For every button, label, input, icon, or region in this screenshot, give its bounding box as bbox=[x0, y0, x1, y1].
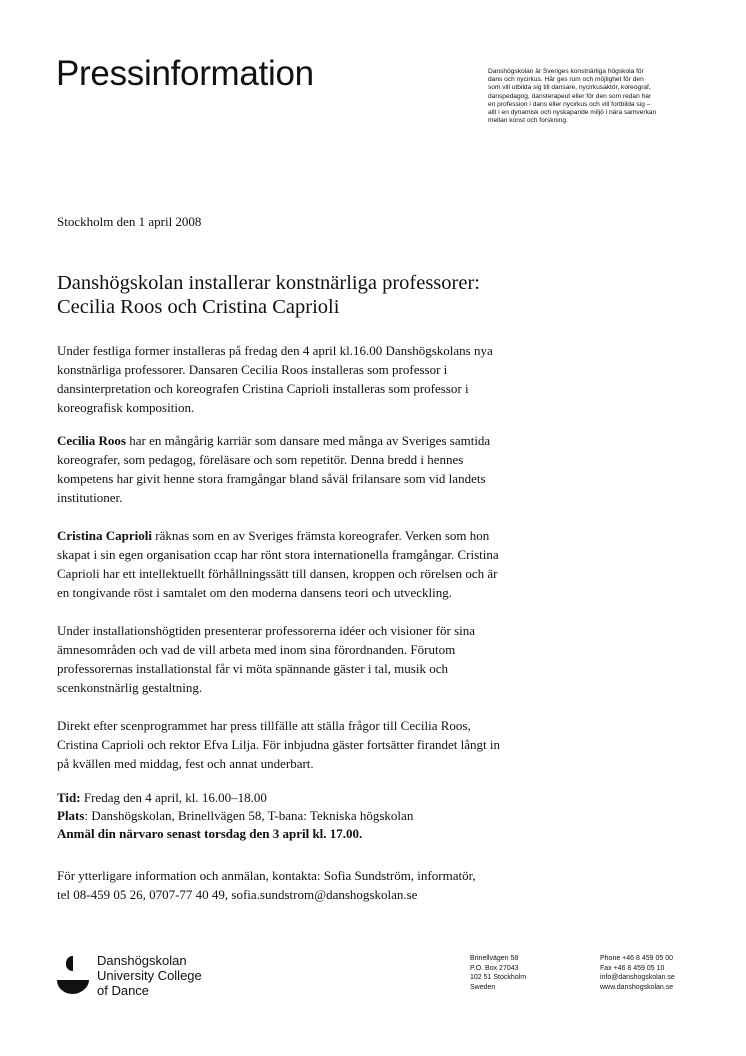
paragraph-line: Cristina Caprioli och rektor Efva Lilja. För inbjudna gäster fortsätter firandet långt in bbox=[57, 737, 500, 752]
address-line: 102 51 Stockholm bbox=[470, 974, 527, 981]
place-value: : Danshögskolan, Brinellvägen 58, T-bana: Tekniska högskolan bbox=[84, 808, 414, 823]
event-details bbox=[57, 789, 577, 843]
paragraph-text: har en mångårig karriär som dansare med många av Sveriges samtida bbox=[125, 433, 491, 448]
headline-line: Cecilia Roos och Cristina Caprioli bbox=[57, 296, 340, 318]
paragraph-line: Caprioli har ett intellektuellt förhållningssätt till dansen, kroppen och rörelsen och är bbox=[57, 566, 498, 581]
description-line: Danshögskolan är Sveriges konstnärliga högskola för bbox=[488, 68, 644, 75]
paragraph-line: professorernas installationstal får vi möta spännande gäster i tal, musik och bbox=[57, 661, 448, 676]
paragraph-line: scenkonstnärlig gestaltning. bbox=[57, 680, 203, 695]
headline-line: Danshögskolan installerar konstnärliga professorer: bbox=[57, 272, 480, 294]
contact-paragraph bbox=[57, 866, 577, 904]
dateline: Stockholm den 1 april 2008 bbox=[57, 214, 202, 229]
address-line: Brinellvägen 58 bbox=[470, 955, 519, 962]
phone-number: Phone +46 8 459 05 00 bbox=[600, 955, 673, 962]
intro-paragraph bbox=[57, 341, 577, 417]
headline bbox=[57, 271, 577, 319]
paragraph-line: på kvällen med middag, fest och annat underbart. bbox=[57, 756, 314, 771]
paragraph-line: koreografisk komposition. bbox=[57, 400, 195, 415]
rsvp-notice bbox=[57, 825, 577, 843]
paragraph-line: Under festliga former installeras på fredag den 4 april kl.16.00 Danshögskolans nya bbox=[57, 343, 493, 358]
paragraph-line: koreografer, som pedagog, föreläsare och som repetitör. Denna bredd i hennes bbox=[57, 452, 464, 467]
address-line: Sweden bbox=[470, 983, 496, 991]
paragraph-line: kompetens har givit henne stora framgångar bland såväl frilansare som vid landets bbox=[57, 471, 486, 486]
organization-description bbox=[488, 68, 703, 125]
org-line: of Dance bbox=[97, 983, 150, 998]
press-paragraph bbox=[57, 716, 577, 773]
page-title: Pressinformation bbox=[56, 54, 314, 93]
paragraph-line: ämnesområden och vad de vill arbeta med inom sina förordnanden. Förutom bbox=[57, 642, 456, 657]
paragraph-line: tel 08-459 05 26, 0707-77 40 49, sofia.sundstrom@danshogskolan.se bbox=[57, 887, 418, 902]
footer-address bbox=[470, 954, 526, 992]
time-value: Fredag den 4 april, kl. 16.00–18.00 bbox=[80, 790, 267, 805]
description-line: allt i en dynamisk och nyskapande miljö i nära samverkan bbox=[488, 109, 657, 117]
person-name: Cecilia Roos bbox=[57, 433, 126, 448]
person-name: Cristina Caprioli bbox=[57, 528, 152, 543]
email-link[interactable]: info@danshogskolan.se bbox=[600, 974, 675, 981]
paragraph-line: dansinterpretation och koreografen Cristina Caprioli installeras som professor i bbox=[57, 381, 469, 396]
paragraph-line: skapat i sin egen organisation ccap har rönt stora internationella framgångar. Cristina bbox=[57, 547, 499, 562]
address-line: P.O. Box 27043 bbox=[470, 964, 519, 972]
cristina-caprioli-paragraph bbox=[57, 526, 577, 602]
paragraph-line: konstnärliga professorer. Dansaren Cecilia Roos installeras som professor i bbox=[57, 362, 448, 377]
description-line: mellan konst och forskning. bbox=[488, 117, 568, 125]
org-line: Danshögskolan bbox=[97, 953, 187, 968]
paragraph-line: Direkt efter scenprogrammet har press tillfälle att ställa frågor till Cecilia Roos, bbox=[57, 718, 471, 733]
event-time bbox=[57, 789, 577, 807]
paragraph-line: Under installationshögtiden presenterar professorerna idéer och visioner för sina bbox=[57, 623, 476, 638]
website-link[interactable]: www.danshogskolan.se bbox=[600, 983, 674, 991]
paragraph-text: räknas som en av Sveriges främsta koreografer. Verken som hon bbox=[151, 528, 490, 543]
paragraph-line: institutioner. bbox=[57, 490, 123, 505]
event-place bbox=[57, 807, 577, 825]
org-line: University College bbox=[97, 968, 202, 983]
cecilia-roos-paragraph bbox=[57, 431, 577, 507]
rsvp-text: Anmäl din närvaro senast torsdag den 3 april kl. 17.00. bbox=[57, 826, 363, 841]
place-label: Plats bbox=[57, 808, 85, 823]
time-label: Tid: bbox=[57, 790, 81, 805]
paragraph-line: en tongivande röst i samtalet om den moderna dansens teori och utveckling. bbox=[57, 585, 452, 600]
description-line: dans och nycirkus. Här ges rum och möjlighet för den bbox=[488, 76, 644, 84]
fax-number: Fax +46 8 459 05 10 bbox=[600, 964, 665, 972]
description-line: som vill utbilda sig till dansare, nycirkusaktör, koreograf, bbox=[488, 84, 651, 92]
organization-name bbox=[97, 953, 202, 998]
description-line: danspedagog, dansterapeut eller för den som redan har bbox=[488, 92, 652, 100]
danshogskolan-logo-icon bbox=[56, 955, 90, 995]
description-line: en profession i dans eller nycirkus och vill fortbilda sig – bbox=[488, 100, 651, 108]
paragraph-line bbox=[57, 431, 577, 450]
paragraph-line: För ytterligare information och anmälan, kontakta: Sofia Sundström, informatör, bbox=[57, 868, 476, 883]
footer-contact bbox=[600, 954, 675, 992]
ceremony-paragraph bbox=[57, 621, 577, 697]
paragraph-line bbox=[57, 526, 577, 545]
